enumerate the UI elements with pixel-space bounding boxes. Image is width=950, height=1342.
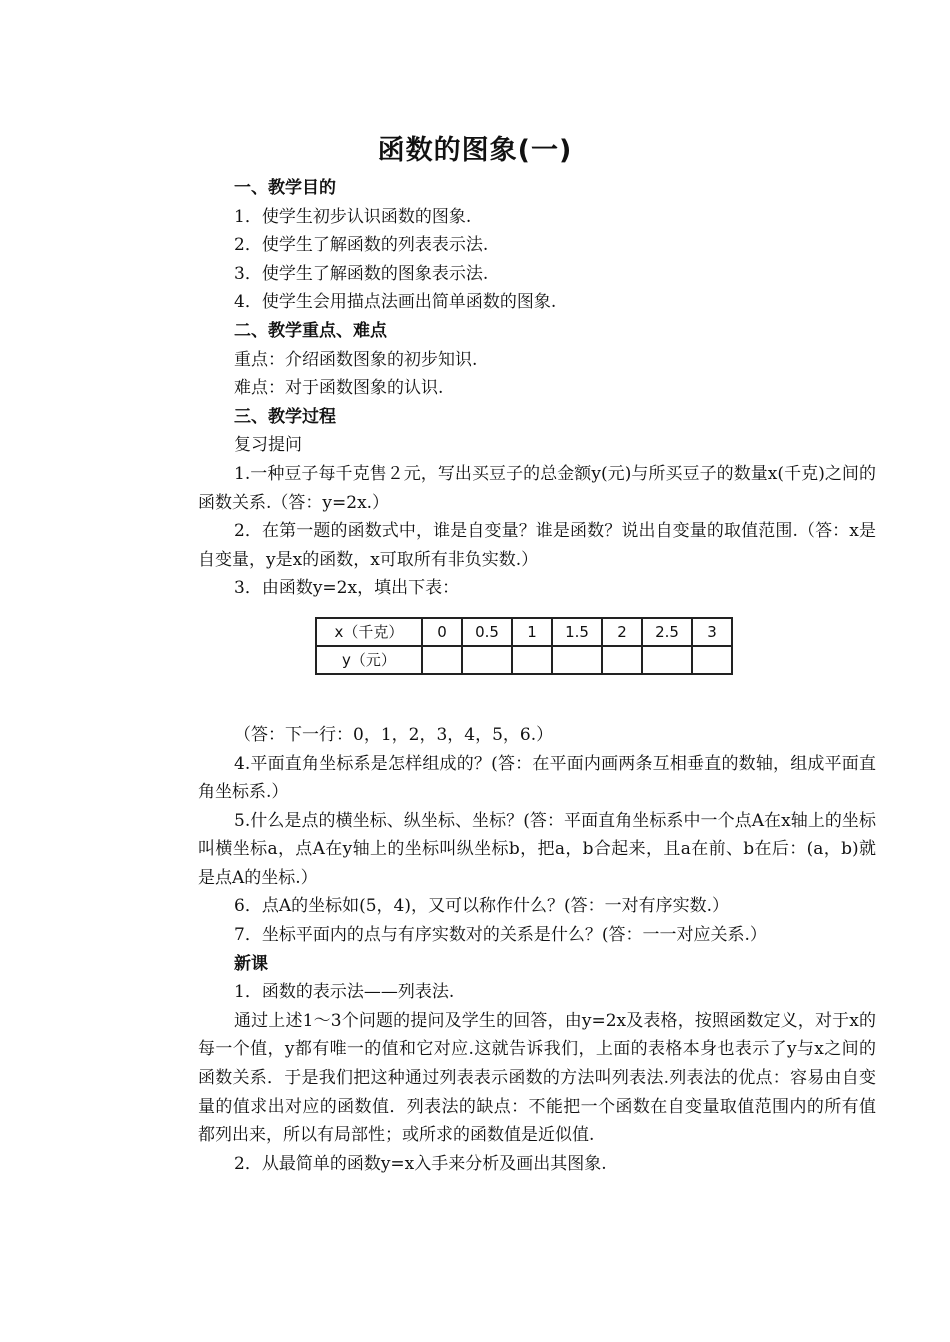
new-lesson-paragraph-3: 2．从最简单的函数y=x入手来分析及画出其图象. <box>234 1153 607 1174</box>
table-cell-empty <box>462 646 512 674</box>
table-cell-empty <box>552 646 602 674</box>
key-point-item: 难点：对于函数图象的认识. <box>234 378 444 399</box>
review-question-3: 3．由函数y=2x，填出下表： <box>234 578 460 599</box>
answer-3: （答：下一行：0，1，2，3，4，5，6.） <box>234 724 554 745</box>
table-cell: 0 <box>422 618 462 646</box>
section-heading-key-points: 二、教学重点、难点 <box>234 320 387 341</box>
value-table-container <box>315 617 876 675</box>
objective-item: 3．使学生了解函数的图象表示法. <box>234 263 489 284</box>
table-cell-empty <box>602 646 642 674</box>
table-cell: 2 <box>602 618 642 646</box>
review-question-2: 2．在第一题的函数式中，谁是自变量？谁是函数？说出自变量的取值范围.（答：x是自变量，y是x的函数，x可取所有非负实数.） <box>198 521 876 570</box>
table-cell-empty <box>692 646 732 674</box>
page-title: 函数的图象(一) <box>377 135 573 166</box>
objective-item: 1．使学生初步认识函数的图象. <box>234 206 472 227</box>
review-label: 复习提问 <box>234 435 302 456</box>
table-row <box>316 646 732 674</box>
table-cell: 1 <box>512 618 552 646</box>
table-cell: 2.5 <box>642 618 692 646</box>
table-cell-empty <box>422 646 462 674</box>
table-cell-empty <box>512 646 552 674</box>
section-heading-objectives: 一、教学目的 <box>234 178 336 198</box>
table-row <box>316 618 732 646</box>
document-body <box>198 174 876 1178</box>
table-cell: 3 <box>692 618 732 646</box>
review-question-7: 7．坐标平面内的点与有序实数对的关系是什么？(答：一一对应关系.） <box>234 925 767 946</box>
table-header-y: y（元） <box>316 646 422 674</box>
review-question-6: 6．点A的坐标如(5，4)，又可以称作什么？(答：一对有序实数.） <box>234 896 730 917</box>
objective-item: 4．使学生会用描点法画出简单函数的图象. <box>234 292 557 313</box>
objective-item: 2．使学生了解函数的列表表示法. <box>234 235 489 256</box>
review-question-1: 1.一种豆子每千克售２元，写出买豆子的总金额y(元)与所买豆子的数量x(千克)之间的函数关系.（答：y=2x.） <box>198 463 876 513</box>
review-question-4: 4.平面直角坐标系是怎样组成的？(答：在平面内画两条互相垂直的数轴，组成平面直角坐标系.） <box>198 753 876 803</box>
review-question-5: 5.什么是点的横坐标、纵坐标、坐标？(答：平面直角坐标系中一个点A在x轴上的坐标叫横坐标a，点A在y轴上的坐标叫纵坐标b，把a，b合起来，且a在前、b在后：(a，b)就是点A的坐标.） <box>198 810 876 888</box>
table-cell: 1.5 <box>552 618 602 646</box>
new-lesson-paragraph-1: 1．函数的表示法——列表法. <box>234 982 455 1003</box>
table-header-x: x（千克） <box>316 618 422 646</box>
section-heading-process: 三、教学过程 <box>234 406 336 427</box>
key-point-item: 重点：介绍函数图象的初步知识. <box>234 349 478 370</box>
section-heading-new-lesson: 新课 <box>234 953 268 974</box>
table-cell-empty <box>642 646 692 674</box>
new-lesson-paragraph-2: 通过上述1～3个问题的提问及学生的回答，由y=2x及表格，按照函数定义，对于x的每一个值，y都有唯一的值和它对应.这就告诉我们，上面的表格本身也表示了y与x之间的函数关系．于是我们把这种通过列表表示函数的方法叫列表法.列表法的优点：容易由自变量的值求出对应的函数值．列表法的缺点：不能把一个函数在自变量取值范围内的所有值都列出来，所以有局部性；或所求的函数值是近似值. <box>198 1010 876 1146</box>
value-table <box>315 617 733 675</box>
table-cell: 0.5 <box>462 618 512 646</box>
